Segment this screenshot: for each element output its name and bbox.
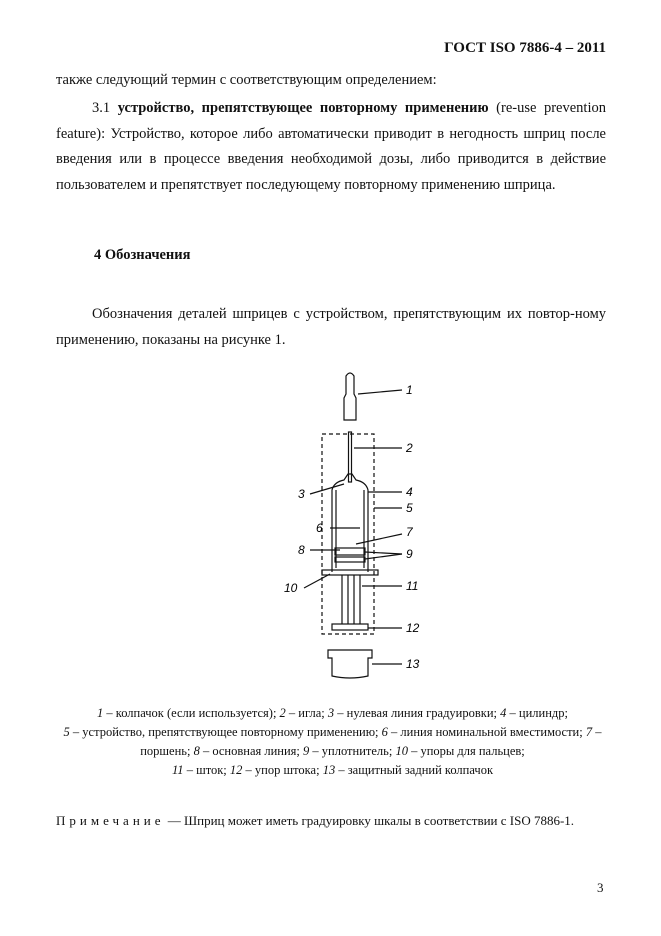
fig-label-2: 2 [406, 441, 413, 455]
note-text: — Шприц может иметь градуировку шкалы в соответствии с ISO 7886-1. [167, 813, 575, 828]
caption-num: 13 [322, 763, 336, 777]
caption-num: 10 [395, 744, 408, 758]
caption-text: – нулевая линия градуировки; [337, 706, 498, 720]
rear-cap-part [328, 650, 372, 678]
caption-text: – линия номинальной вместимости; [391, 725, 583, 739]
figure-caption [60, 704, 605, 780]
fig-label-7: 7 [406, 525, 413, 539]
definition-english: (re-use prevention feature): [56, 100, 606, 142]
definition-number: 3.1 [92, 100, 111, 116]
caption-text: – колпачок (если используется); [106, 706, 277, 720]
document-header: ГОСТ ISO 7886-4 – 2011 [444, 40, 606, 56]
caption-num: 11 [171, 763, 184, 777]
fig-label-10: 10 [284, 581, 298, 595]
caption-num: 4 [500, 706, 507, 720]
caption-text: – упоры для пальцев; [411, 744, 525, 758]
fig-label-9: 9 [406, 547, 413, 561]
note-paragraph [56, 808, 606, 833]
definition-term: устройство, препятствующее повторному применению [117, 100, 489, 116]
caption-num: 8 [193, 744, 200, 758]
caption-num: 1 [97, 706, 104, 720]
page-number: 3 [597, 880, 604, 895]
caption-text: – цилиндр; [509, 706, 568, 720]
fig-label-1: 1 [406, 383, 413, 397]
caption-num: 5 [63, 725, 70, 739]
fig-label-4: 4 [406, 485, 413, 499]
caption-num: 7 [585, 725, 593, 739]
thumb-rest-part [332, 624, 368, 630]
caption-text: – защитный задний колпачок [338, 763, 494, 777]
caption-text: – упор штока; [245, 763, 320, 777]
cap-part [344, 373, 356, 420]
fig-label-5: 5 [406, 501, 413, 515]
note-label: Примечание [56, 813, 165, 828]
definition-body: Устройство, которое либо автоматически приводит в негодность шприц после введения или в процессе введения необходимой дозы, либо приводится в действие пользователем и препятствует последующему повторному применению шприца. [56, 125, 606, 193]
caption-text: – уплотнитель; [312, 744, 393, 758]
fig-label-3: 3 [298, 487, 305, 501]
fig-label-8: 8 [298, 543, 305, 557]
caption-text: – игла; [288, 706, 325, 720]
caption-num: 2 [279, 706, 286, 720]
caption-num: 12 [229, 763, 243, 777]
fig-label-11: 11 [406, 579, 419, 593]
section-paragraph: Обозначения деталей шприцев с устройством, препятствующим их повтор-ному применению, показаны на рисунке 1. [56, 306, 606, 348]
caption-text: – шток; [186, 763, 227, 777]
caption-num: 9 [303, 744, 310, 758]
fig-label-13: 13 [406, 657, 420, 671]
fig-label-6: 6 [316, 521, 323, 535]
fig-label-12: 12 [406, 621, 420, 635]
intro-paragraph: также следующий термин с соответствующим определением: [56, 72, 437, 88]
caption-num: 6 [381, 725, 388, 739]
syringe-figure [270, 368, 430, 698]
definition-paragraph [56, 96, 606, 198]
caption-num: 3 [327, 706, 335, 720]
caption-text: – поршень; [140, 725, 602, 758]
stopper-part [335, 548, 365, 555]
caption-text: – основная линия; [202, 744, 300, 758]
finger-grips-part [322, 570, 378, 575]
caption-text: – устройство, препятствующее повторному применению; [72, 725, 379, 739]
section-title: 4 Обозначения [94, 247, 191, 263]
seal-part [335, 557, 365, 562]
